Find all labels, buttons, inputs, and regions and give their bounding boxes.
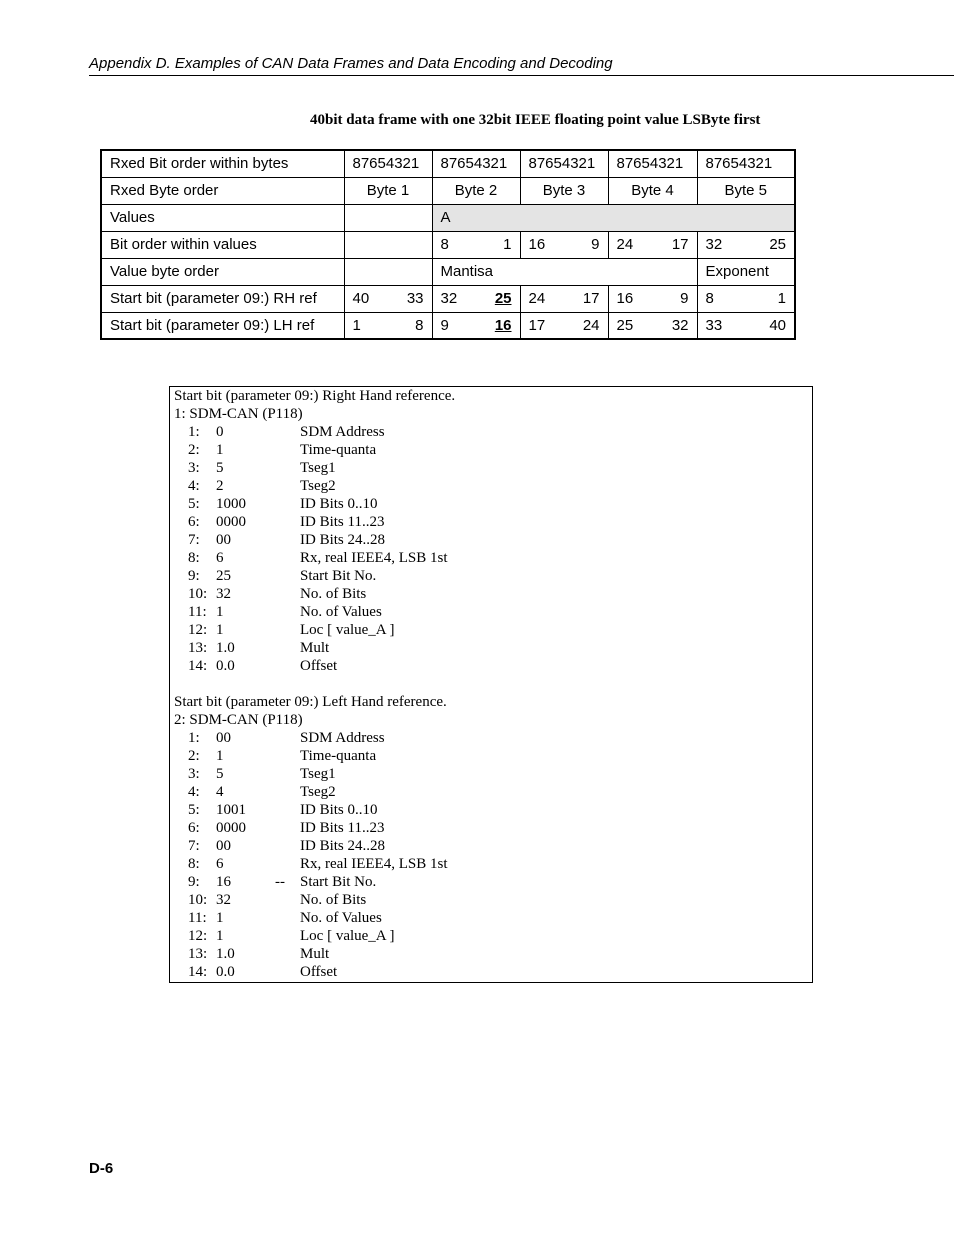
param-value: 1000	[216, 496, 246, 512]
header-rule	[89, 75, 954, 76]
param-number: 4:	[188, 478, 200, 494]
table-cell	[608, 312, 697, 339]
param-value: 32	[216, 892, 231, 908]
param-description: Loc [ value_A ]	[300, 928, 395, 944]
param-description: Rx, real IEEE4, LSB 1st	[300, 550, 448, 566]
param-value: 25	[216, 568, 231, 584]
param-description: Rx, real IEEE4, LSB 1st	[300, 856, 448, 872]
cell-start: 32	[440, 290, 458, 307]
param-description: ID Bits 0..10	[300, 496, 378, 512]
param-number: 8:	[188, 856, 200, 872]
param-value: 4	[216, 784, 224, 800]
table-cell: Byte 5	[697, 177, 795, 204]
parameter-list	[174, 730, 808, 982]
param-description: ID Bits 24..28	[300, 532, 386, 548]
cell-start: 32	[705, 236, 723, 253]
param-value: 0	[216, 424, 224, 440]
parameter-row	[174, 496, 808, 514]
bit-layout-table	[100, 149, 796, 340]
table-caption: 40bit data frame with one 32bit IEEE floating point value LSByte first	[310, 112, 761, 128]
table-cell: 87654321	[432, 150, 520, 177]
param-value: 6	[216, 856, 224, 872]
param-value: 1001	[216, 802, 246, 818]
param-description: SDM Address	[300, 730, 385, 746]
row-label: Values	[101, 204, 344, 231]
table-cell	[344, 258, 432, 285]
parameter-row	[174, 766, 808, 784]
param-value: 1	[216, 622, 224, 638]
cell-start: 1	[352, 316, 361, 334]
param-value: 1.0	[216, 640, 235, 656]
param-number: 5:	[188, 802, 200, 818]
param-description: ID Bits 0..10	[300, 802, 378, 818]
table-cell	[608, 231, 697, 258]
cell-end: 24	[582, 316, 600, 334]
table-cell	[697, 231, 795, 258]
param-description: Time-quanta	[300, 442, 377, 458]
page-number: D-6	[89, 1160, 114, 1177]
param-number: 12:	[188, 622, 208, 638]
parameter-row	[174, 658, 808, 676]
table-cell	[520, 231, 608, 258]
param-description: Start Bit No.	[300, 874, 377, 890]
parameter-row	[174, 550, 808, 568]
parameter-row	[174, 928, 808, 946]
param-number: 11:	[188, 910, 207, 926]
param-number: 12:	[188, 928, 208, 944]
param-value: 00	[216, 838, 231, 854]
instruction-line: 2: SDM-CAN (P118)	[174, 712, 303, 728]
param-value: 6	[216, 550, 224, 566]
table-row	[101, 231, 795, 258]
table-row	[101, 204, 795, 231]
table-cell	[697, 285, 795, 312]
table-row	[101, 285, 795, 312]
parameter-row	[174, 946, 808, 964]
param-number: 10:	[188, 586, 208, 602]
parameter-row	[174, 784, 808, 802]
param-number: 9:	[188, 874, 200, 890]
table-cell	[432, 285, 520, 312]
cell-end: 33	[406, 290, 424, 307]
parameter-row	[174, 586, 808, 604]
parameter-row	[174, 730, 808, 748]
param-number: 6:	[188, 820, 200, 836]
table-cell: 87654321	[697, 150, 795, 177]
parameter-row	[174, 568, 808, 586]
param-description: Tseg1	[300, 460, 336, 476]
param-value: 2	[216, 478, 224, 494]
block-title: Start bit (parameter 09:) Left Hand reference.	[174, 694, 447, 710]
table-cell: 87654321	[520, 150, 608, 177]
parameter-row	[174, 442, 808, 460]
parameter-row	[174, 532, 808, 550]
param-value: 0000	[216, 514, 246, 530]
cell-end: 9	[591, 236, 600, 253]
param-value: 0.0	[216, 964, 235, 980]
value-a-cell: A	[432, 204, 795, 231]
highlighted-start-bit: 16	[494, 316, 512, 334]
parameter-row	[174, 820, 808, 838]
param-description: No. of Values	[300, 910, 382, 926]
table-cell: Byte 4	[608, 177, 697, 204]
parameter-row	[174, 802, 808, 820]
cell-end: 17	[671, 236, 689, 253]
table-cell	[344, 204, 432, 231]
row-label: Value byte order	[101, 258, 344, 285]
cell-start: 33	[705, 316, 723, 334]
param-value: 00	[216, 532, 231, 548]
param-description: Tseg2	[300, 478, 336, 494]
cell-start: 24	[616, 236, 634, 253]
param-number: 14:	[188, 658, 208, 674]
parameter-row	[174, 640, 808, 658]
cell-end: 1	[777, 290, 786, 307]
param-value: 1	[216, 928, 224, 944]
table-cell: Byte 3	[520, 177, 608, 204]
parameter-row	[174, 604, 808, 622]
table-cell: Byte 2	[432, 177, 520, 204]
param-number: 8:	[188, 550, 200, 566]
cell-end: 1	[503, 236, 512, 253]
param-value: 1	[216, 442, 224, 458]
table-cell	[608, 285, 697, 312]
param-number: 1:	[188, 730, 200, 746]
table-row	[101, 312, 795, 339]
param-number: 13:	[188, 946, 208, 962]
cell-end: 25	[769, 236, 786, 253]
parameter-row	[174, 748, 808, 766]
table-row	[101, 177, 795, 204]
param-description: Time-quanta	[300, 748, 377, 764]
param-value: 1	[216, 910, 224, 926]
cell-start: 9	[440, 316, 449, 334]
cell-start: 17	[528, 316, 546, 334]
param-number: 13:	[188, 640, 208, 656]
table-cell: 87654321	[608, 150, 697, 177]
table-cell	[344, 285, 432, 312]
param-number: 3:	[188, 766, 200, 782]
param-number: 7:	[188, 838, 200, 854]
param-number: 6:	[188, 514, 200, 530]
table-cell	[520, 312, 608, 339]
cell-end: 8	[415, 316, 424, 334]
cell-start: 8	[440, 236, 449, 253]
param-value: 5	[216, 460, 224, 476]
param-marker: --	[275, 874, 285, 890]
table-cell: 87654321	[344, 150, 432, 177]
param-description: ID Bits 11..23	[300, 514, 385, 530]
param-description: Mult	[300, 640, 330, 656]
block-title: Start bit (parameter 09:) Right Hand reference.	[174, 388, 456, 404]
param-value: 32	[216, 586, 231, 602]
param-number: 10:	[188, 892, 208, 908]
param-value: 16	[216, 874, 231, 890]
row-label: Start bit (parameter 09:) RH ref	[101, 285, 344, 312]
page-header: Appendix D. Examples of CAN Data Frames and Data Encoding and Decoding	[89, 55, 613, 72]
param-description: SDM Address	[300, 424, 385, 440]
spacer	[174, 676, 808, 694]
program-listing-box	[169, 386, 813, 983]
table-cell	[432, 231, 520, 258]
cell-start: 8	[705, 290, 714, 307]
mantissa-cell: Mantisa	[432, 258, 697, 285]
cell-start: 40	[352, 290, 370, 307]
param-value: 0.0	[216, 658, 235, 674]
table-cell	[697, 312, 795, 339]
param-value: 00	[216, 730, 231, 746]
param-description: No. of Bits	[300, 586, 367, 602]
exponent-cell: Exponent	[697, 258, 795, 285]
param-value: 1	[216, 604, 224, 620]
param-description: ID Bits 11..23	[300, 820, 385, 836]
param-number: 1:	[188, 424, 200, 440]
param-description: Tseg1	[300, 766, 336, 782]
parameter-row	[174, 478, 808, 496]
param-description: Tseg2	[300, 784, 336, 800]
param-description: Start Bit No.	[300, 568, 377, 584]
instruction-line: 1: SDM-CAN (P118)	[174, 406, 303, 422]
param-number: 4:	[188, 784, 200, 800]
parameter-row	[174, 964, 808, 982]
parameter-row	[174, 856, 808, 874]
parameter-row	[174, 892, 808, 910]
cell-start: 16	[616, 290, 634, 307]
row-label: Bit order within values	[101, 231, 344, 258]
param-description: Loc [ value_A ]	[300, 622, 395, 638]
table-row	[101, 150, 795, 177]
table-cell: Byte 1	[344, 177, 432, 204]
param-number: 2:	[188, 748, 200, 764]
table-cell	[344, 231, 432, 258]
row-label: Start bit (parameter 09:) LH ref	[101, 312, 344, 339]
param-value: 5	[216, 766, 224, 782]
param-number: 2:	[188, 442, 200, 458]
parameter-row	[174, 874, 808, 892]
table-cell	[432, 312, 520, 339]
cell-start: 25	[616, 316, 634, 334]
parameter-row	[174, 910, 808, 928]
cell-start: 24	[528, 290, 546, 307]
param-number: 11:	[188, 604, 207, 620]
parameter-row	[174, 514, 808, 532]
param-number: 14:	[188, 964, 208, 980]
param-number: 5:	[188, 496, 200, 512]
row-label: Rxed Bit order within bytes	[101, 150, 344, 177]
param-number: 7:	[188, 532, 200, 548]
table-cell	[344, 312, 432, 339]
cell-start: 16	[528, 236, 546, 253]
param-number: 9:	[188, 568, 200, 584]
table-row	[101, 258, 795, 285]
param-description: No. of Bits	[300, 892, 367, 908]
parameter-row	[174, 424, 808, 442]
cell-end: 9	[680, 290, 689, 307]
param-value: 0000	[216, 820, 246, 836]
param-description: Offset	[300, 658, 338, 674]
parameter-list	[174, 424, 808, 676]
table-cell	[520, 285, 608, 312]
param-description: ID Bits 24..28	[300, 838, 386, 854]
param-value: 1.0	[216, 946, 235, 962]
highlighted-start-bit: 25	[494, 290, 512, 307]
parameter-row	[174, 460, 808, 478]
cell-end: 32	[671, 316, 689, 334]
param-description: Offset	[300, 964, 338, 980]
cell-end: 17	[582, 290, 600, 307]
param-description: No. of Values	[300, 604, 382, 620]
param-value: 1	[216, 748, 224, 764]
parameter-row	[174, 622, 808, 640]
param-description: Mult	[300, 946, 330, 962]
parameter-row	[174, 838, 808, 856]
param-number: 3:	[188, 460, 200, 476]
row-label: Rxed Byte order	[101, 177, 344, 204]
cell-end: 40	[769, 316, 786, 334]
